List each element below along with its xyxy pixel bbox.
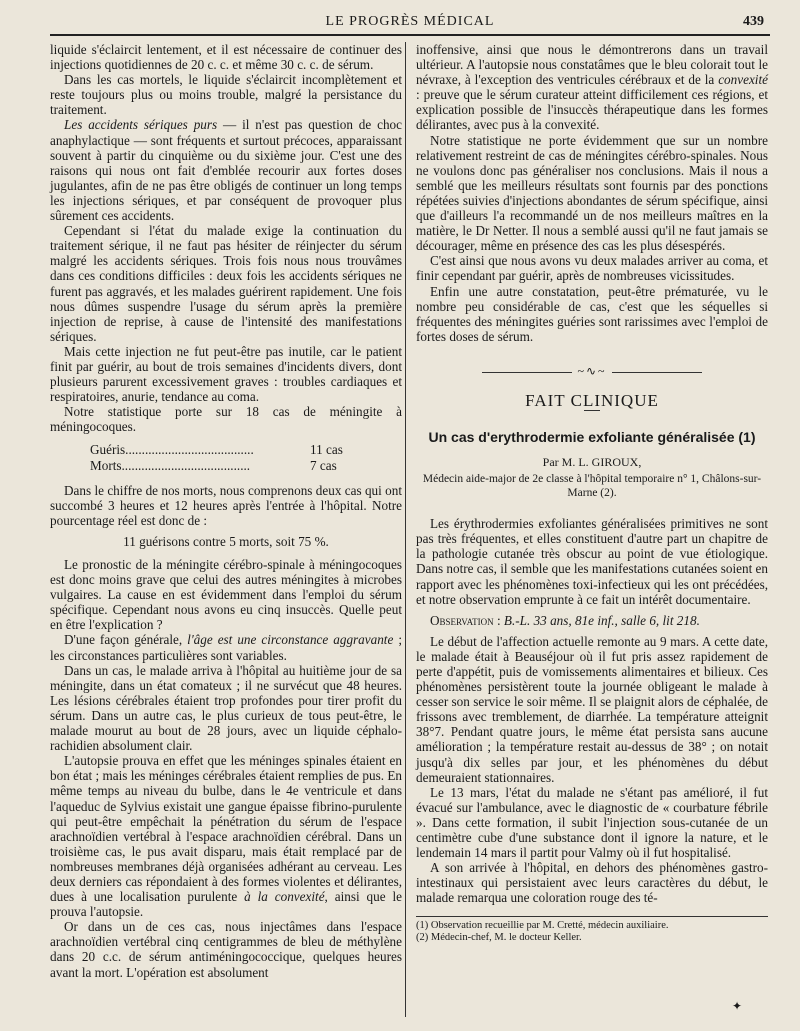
morts-label: Morts....................................... <box>90 457 251 473</box>
text: : preuve que le sérum curateur atteint difficilement ces régions, et explication possible de l'insuccès thérapeutique dans les formes délirantes, avec pus à la convexité. <box>416 87 768 133</box>
paragraph: C'est ainsi que nous avons vu deux malades arriver au coma, et finir cependant par guérir, après de nombreuses vicissitudes. <box>416 253 768 284</box>
section-heading: FAIT CLINIQUE <box>525 390 659 410</box>
paragraph: Mais cette injection ne fut peut-être pas inutile, car le patient finit par guérir, au bout de trois semaines d'incidents divers, dont plusieurs parurent excessivement graves : troubles cardiaques et respiratoires, anurie, tendance au coma. <box>50 343 402 405</box>
paragraph <box>50 117 402 223</box>
emphasis: convexité <box>718 72 768 88</box>
ornament-flourish-icon: ~∿~ <box>577 363 607 378</box>
table-row <box>90 458 402 473</box>
journal-title: LE PROGRÈS MÉDICAL <box>325 14 495 29</box>
paragraph: Notre statistique porte sur 18 cas de méningite à méningocoques. <box>50 404 402 435</box>
ornament-rule <box>612 372 702 373</box>
observation-line <box>416 613 768 628</box>
footnote: (1) Observation recueillie par M. Cretté, médecin auxiliaire. <box>416 919 669 931</box>
emphasis: à la convexité <box>244 889 325 905</box>
ornament-rule <box>482 372 572 373</box>
paragraph: Dans le chiffre de nos morts, nous comprenons deux cas qui ont succombé 3 heures et 12 heures après l'entrée à l'hôpital. Notre pourcentage réel est donc de : <box>50 482 402 528</box>
text: — il n'est pas question de choc anaphylactique — sont fréquents et surtout précoces, apparaissant souvent à partir du cinquième ou du sixième jour. C'est une des raisons qui nous ont fait d'emblée recourir aux fortes doses jugulantes, afin de ne pas être obligés de continuer un long temps les injections sériques, et par conséquent de provoquer plus sûrement ces accidents. <box>50 117 403 224</box>
observation-text: B.-L. 33 ans, 81e inf., salle 6, lit 218. <box>500 612 700 628</box>
text: , ainsi que le prouva l'autopsie. <box>50 889 402 920</box>
paragraph: Or dans un de ces cas, nous injectâmes dans l'espace arachnoïdien vertébral cinq centigrammes de bleu de méthylène dans 20 c.c. de sérum antiméningococcique, quelques heures avant la mort. L'opération est absolument <box>50 919 402 980</box>
left-column <box>50 42 402 980</box>
paragraph <box>50 632 402 662</box>
author-affiliation: Médecin aide-major de 2e classe à l'hôpital temporaire n° 1, Châlons-sur-Marne (2). <box>422 473 762 500</box>
observation-label: Observation : <box>430 612 501 628</box>
table-row <box>90 442 402 457</box>
result-line: 11 guérisons contre 5 morts, soit 75 %. <box>123 533 329 549</box>
paragraph <box>50 753 402 919</box>
statistics-table <box>90 442 402 472</box>
morts-value: 7 cas <box>310 457 337 473</box>
paragraph: Le début de l'affection actuelle remonte au 9 mars. A cette date, le malade était à Beauséjour où il fut pris assez rapidement de perte d'appétit, puis de vomissements alimentaires et bilieux. Ces phénomènes persistèrent toute la journée obligeant le malade à cesser son service le soir même. Il se plaignit alors de céphalée, de frissons avec tremblement, de diarrhée. La température atteignit 38°7. Pendant quatre jours, le même état persista sans aucune amélioration ; la température restait au-dessus de 38° ; on notait jusqu'à dix selles par jour, et les phénomènes du début demeuraient stationnaires. <box>416 633 768 785</box>
text: L'autopsie prouva en effet que les méninges spinales étaient en bon état ; mais les méninges cérébrales étaient remplies de pus. En même temps au niveau du bulbe, dans le 4e ventricule et dans l'aqueduc de Sylvius existait une gangue épaisse fibrino-purulente qui peut-être empêchait la pénétration du sérum de l'espace arachnoïdien vertébral à l'espace arachnoïdien cérébral. Dans un troisième cas, le pus avait disparu, mais était remplacé par de nombreuses membranes déjà organisées adhérant au cerveau. Les deux derniers cas répondaient à des formes violentes et délirantes, dues à une localisation purulente <box>50 753 402 905</box>
gueris-label: Guéris....................................... <box>90 442 254 458</box>
diamond-ornament-icon: ✦ <box>731 999 742 1013</box>
paragraph: Dans un cas, le malade arriva à l'hôpital au huitième jour de sa méningite, dans un état comateux ; il ne survécut que 48 heures. Les lésions cérébrales étaient trop profondes pour tirer profit du sérum. Dans un autre cas, le plus curieux de tous peut-être, le malade mourut au bout de 28 jours, avec un liquide céphalo-rachidien absolument clair. <box>50 662 402 754</box>
emphasis: l'âge est une circonstance aggravante <box>187 632 394 648</box>
paragraph <box>416 42 768 133</box>
paragraph: liquide s'éclaircit lentement, et il est nécessaire de continuer des injections quotidiennes de 20 c. c. et même 30 c. c. de sérum. <box>50 42 402 73</box>
text: inoffensive, ainsi que nous le démontrerons dans un travail ultérieur. A l'autopsie nous constatâmes que le bleu colorait tout le névraxe, à l'exception des ventricules cérébraux et de la <box>416 42 768 88</box>
author-byline: Par M. L. GIROUX, <box>542 455 642 470</box>
paragraph: Cependant si l'état du malade exige la continuation du traitement sérique, il ne faut pas hésiter de réinjecter du sérum malgré les accidents sériques. Trois fois nous nous trouvâmes dans ces conditions difficiles : deux fois les accidents sériques ne furent pas aggravés, et les malades guérirent rapidement. Une fois nous dûmes suspendre l'usage du sérum après la première injection de reprise, à cause de l'intensité des manifestations sériques. <box>50 223 402 344</box>
emphasis: Les accidents sériques purs <box>64 117 218 133</box>
column-divider <box>405 42 406 1017</box>
footnote: (2) Médecin-chef, M. le docteur Keller. <box>416 932 582 943</box>
article-title: Un cas d'erythrodermie exfoliante généralisée (1) <box>428 429 756 446</box>
page-number: 439 <box>743 14 764 29</box>
paragraph: Le 13 mars, l'état du malade ne s'étant pas amélioré, il fut évacué sur l'ambulance, avec le diagnostic de « courbature fébrile ». Dans cette formation, il subit l'injection sous-cutanée de un centimètre cube d'une substance dont il ignore la nature, et le lendemain 14 mars il partit pour Valmy où il fut hospitalisé. <box>416 784 768 861</box>
footnotes <box>416 916 768 945</box>
text: ; les circonstances particulières sont variables. <box>50 632 402 663</box>
paragraph: Dans les cas mortels, le liquide s'éclaircit incomplètement et reste toujours plus ou moins trouble, malgré la persistance du traitement. <box>50 72 402 118</box>
gueris-value: 11 cas <box>310 442 343 458</box>
section-ornament <box>416 364 768 379</box>
heading-rule <box>584 410 600 411</box>
paragraph: Enfin une autre constatation, peut-être prématurée, vu le nombre peu considérable de cas, c'est que les séquelles si fréquentes des méningites guéries sont rarissimes avec l'emploi de fortes doses de sérum. <box>416 283 768 344</box>
paragraph: Les érythrodermies exfoliantes généralisées primitives ne sont pas très fréquentes, et elles constituent d'autre part un chapitre de la pathologie cutanée très obscur au point de vue étiologique. Dans notre cas, il semble que les manifestations cutanées soient en rapport avec les phénomènes toxi-infectieux qui les ont précédées, et notre observation emprunte à ce fait un intérêt documentaire. <box>416 516 768 607</box>
right-column <box>416 42 768 945</box>
paragraph: Le pronostic de la méningite cérébro-spinale à méningocoques est donc moins grave que celui des autres méningites à microbes vulgaires. La cause en est évidemment dans l'emploi du sérum spécifique. Cependant nous avons eu cinq insuccès. Quelle peut en être l'explication ? <box>50 557 402 633</box>
page-header <box>50 8 770 36</box>
text: D'une façon générale, <box>64 632 188 648</box>
paragraph: Notre statistique ne porte évidemment que sur un nombre relativement restreint de cas de méningites cérébro-spinales. Nous ne voulons donc pas généraliser nos conclusions. Mais il nous a semblé que les meilleurs résultats sont fournis par des ponctions répétées suivies d'injections abondantes de sérum spécifique, ainsi que d'ailleurs l'a recommandé un de nos meilleurs maîtres en la matière, le Dr Netter. Il nous a semblé aussi qu'il ne faut jamais se décourager, même en présence des cas les plus désespérés. <box>416 132 768 254</box>
paragraph: A son arrivée à l'hôpital, en dehors des phénomènes gastro-intestinaux qui persistaient avec leurs caractères du début, le malade remarqua une coloration rouge des té- <box>416 860 768 906</box>
